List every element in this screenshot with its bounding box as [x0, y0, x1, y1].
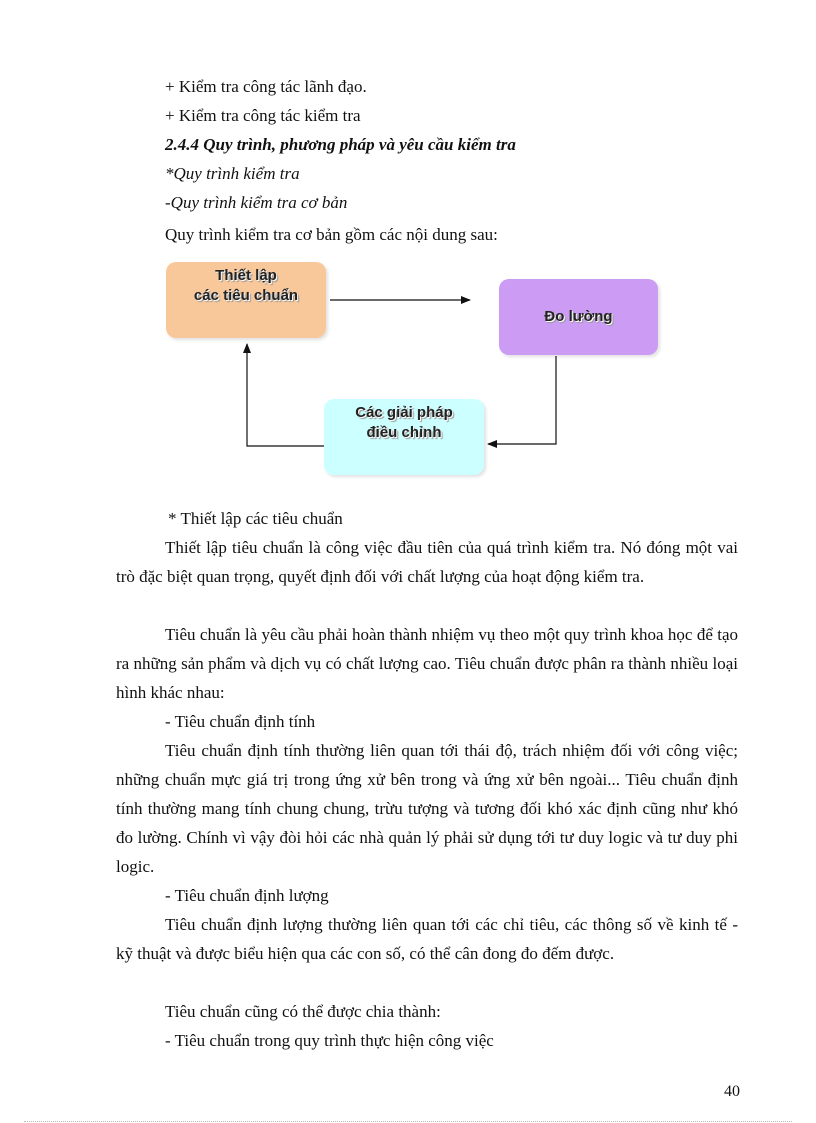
box-corrective-line2: điều chỉnh [366, 424, 442, 441]
heading-set-standards: * Thiết lập các tiêu chuẩn [168, 509, 343, 528]
box-set-standards-line2: các tiêu chuẩn [193, 287, 299, 304]
box-measure-label: Đo lường [544, 308, 613, 325]
box-corrective-actions [324, 399, 484, 475]
page-number: 40 [724, 1083, 740, 1100]
subheading-basic-process: -Quy trình kiểm tra cơ bản [165, 193, 348, 212]
box-measure [499, 279, 658, 355]
arrow-adjust-to-standards [247, 344, 324, 446]
item-process-standard: - Tiêu chuẩn trong quy trình thực hiện công việc [165, 1031, 494, 1050]
item-qualitative-standard: - Tiêu chuẩn định tính [165, 712, 316, 731]
subheading-process: *Quy trình kiểm tra [165, 164, 300, 183]
box-set-standards-line1: Thiết lập [215, 267, 277, 284]
box-set-standards [166, 262, 326, 338]
footer-divider [24, 1121, 792, 1122]
bullet-leadership-check: + Kiểm tra công tác lãnh đạo. [165, 77, 367, 96]
diagram-intro: Quy trình kiểm tra cơ bản gồm các nội dung sau: [165, 225, 498, 244]
arrow-measure-to-adjust [488, 356, 556, 444]
item-quantitative-standard: - Tiêu chuẩn định lượng [165, 886, 329, 905]
paragraph-4: Tiêu chuẩn định lượng thường liên quan tới các chỉ tiêu, các thông số về kinh tế - kỹ thuật và được biểu hiện qua các con số, có thể cân đong đo đếm được. [116, 915, 738, 963]
paragraph-3: Tiêu chuẩn định tính thường liên quan tới thái độ, trách nhiệm đối với công việc; những chuẩn mực giá trị trong ứng xử bên trong và ứng xử bên ngoài... Tiêu chuẩn định tính thường mang tính chung chung, trừu tượng và tương đối khó xác định cũng như khó đo lường. Chính vì vậy đòi hỏi các nhà quản lý phải sử dụng tới tư duy logic và tư duy phi logic. [116, 741, 738, 876]
section-heading: 2.4.4 Quy trình, phương pháp và yêu cầu kiểm tra [165, 135, 516, 154]
box-corrective-line1: Các giải pháp [355, 404, 453, 421]
paragraph-5: Tiêu chuẩn cũng có thể được chia thành: [165, 1002, 441, 1021]
bullet-control-check: + Kiểm tra công tác kiểm tra [165, 106, 361, 125]
paragraph-1: Thiết lập tiêu chuẩn là công việc đầu tiên của quá trình kiểm tra. Nó đóng một vai trò đặc biệt quan trọng, quyết định đối với chất lượng của hoạt động kiểm tra. [116, 538, 738, 586]
paragraph-2: Tiêu chuẩn là yêu cầu phải hoàn thành nhiệm vụ theo một quy trình khoa học để tạo ra những sản phẩm và dịch vụ có chất lượng cao. Tiêu chuẩn được phân ra thành nhiều loại hình khác nhau: [116, 625, 738, 702]
